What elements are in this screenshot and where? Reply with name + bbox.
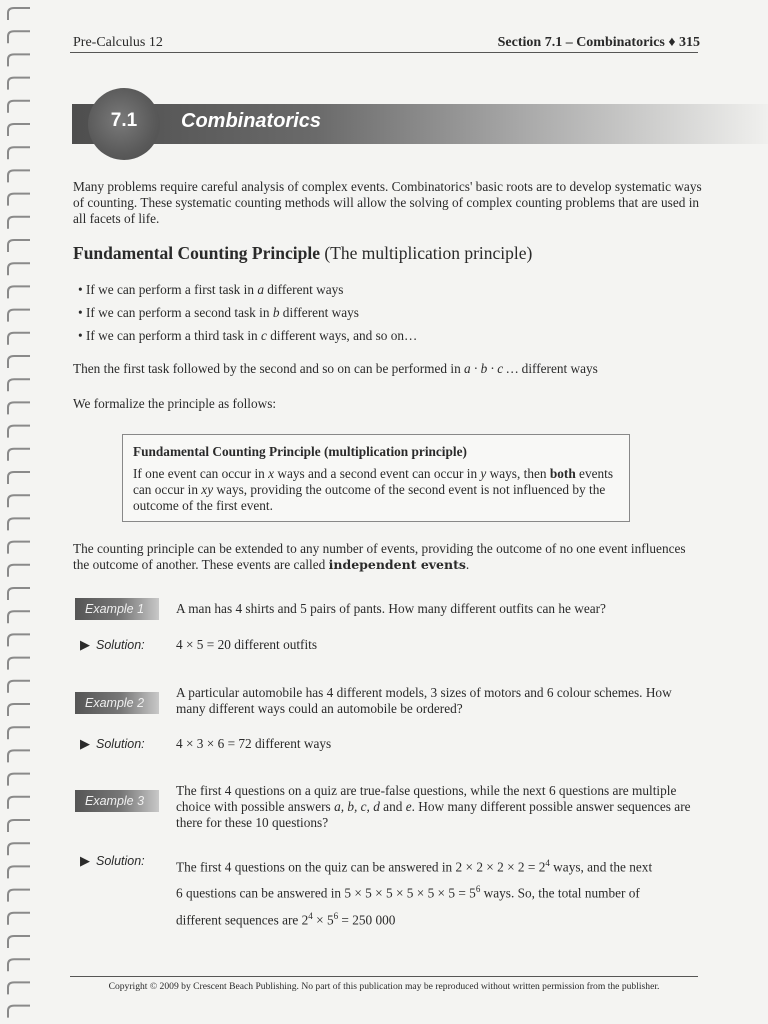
answer-choices: a, b, c, d <box>334 799 380 814</box>
solution-label-text: Solution: <box>96 638 145 652</box>
solution-label-text: Solution: <box>96 737 145 751</box>
question-text: and <box>379 799 406 814</box>
example-2-solution-label <box>80 736 145 752</box>
play-triangle-icon: ▶ <box>80 853 90 868</box>
box-text: events can occur in <box>133 466 614 497</box>
extension-paragraph <box>73 541 705 573</box>
formalize-statement: We formalize the principle as follows: <box>73 396 277 411</box>
example-1-label: Example 1 <box>75 598 159 620</box>
example-2-solution: 4 × 3 × 6 = 72 different ways <box>176 736 332 751</box>
then-text-end: different ways <box>518 361 598 376</box>
example-3-label: Example 3 <box>75 790 159 812</box>
footer-divider <box>70 976 698 977</box>
box-bold-both: both <box>549 466 576 481</box>
section-title: Section 7.1 – Combinatorics ♦ 315 <box>497 35 700 50</box>
play-triangle-icon: ▶ <box>80 637 90 652</box>
course-name: Pre-Calculus 12 <box>73 35 163 50</box>
example-3-solution-label <box>80 853 145 869</box>
then-text: Then the first task followed by the second and so on can be performed in <box>73 361 465 376</box>
independent-events-term: independent events <box>328 557 466 572</box>
fcp-heading <box>73 243 532 264</box>
box-var-x: x <box>268 466 275 481</box>
example-1-solution: 4 × 5 = 20 different outfits <box>176 637 318 652</box>
solution-text: The first 4 questions on the quiz can be answered in 2 × 2 × 2 × 2 = 2 <box>176 859 546 875</box>
then-expression: a · b · c … <box>464 361 519 376</box>
box-var-xy: xy <box>201 482 214 497</box>
box-var-y: y <box>480 466 487 481</box>
example-2-question: A particular automobile has 4 different models, 3 sizes of motors and 6 colour schemes. How many different ways could an automobile be ordered? <box>176 685 672 716</box>
solution-text: different sequences are 2 <box>176 912 309 928</box>
solution-line-3 <box>176 905 696 931</box>
exponent: 6 <box>333 910 339 921</box>
question-text: . How many different possible answer sequences are there for these 10 questions? <box>176 799 691 830</box>
bullet-text: different ways <box>263 282 344 297</box>
principle-box-body <box>133 466 625 514</box>
section-banner-title: Combinatorics <box>181 110 322 132</box>
bullet-text: If we can perform a second task in <box>85 305 273 320</box>
copyright-footer: Copyright © 2009 by Crescent Beach Publishing. No part of this publication may be reproduced without written permission from the publisher. <box>108 981 660 992</box>
solution-text: × 5 <box>312 912 334 928</box>
task-bullet-list <box>78 282 678 351</box>
bullet-text: If we can perform a third task in <box>85 328 261 343</box>
example-3-solution <box>176 852 696 931</box>
box-text: ways, then <box>486 466 550 481</box>
bullet-variable: b <box>272 305 280 320</box>
box-text: ways and a second event can occur in <box>274 466 481 481</box>
fcp-heading-bold: Fundamental Counting Principle <box>73 243 320 263</box>
solution-text: = 250 000 <box>338 912 396 928</box>
then-statement <box>73 361 598 377</box>
section-banner <box>72 104 768 144</box>
solution-line-2 <box>176 878 696 904</box>
principle-box-title: Fundamental Counting Principle (multiplication principle) <box>133 444 467 459</box>
solution-text: 6 questions can be answered in 5 × 5 × 5 × 5 × 5 × 5 = 5 <box>176 885 476 901</box>
list-item <box>78 305 678 328</box>
play-triangle-icon: ▶ <box>80 736 90 751</box>
exponent: 4 <box>308 910 313 921</box>
example-1-solution-label <box>80 637 145 653</box>
fcp-heading-rest: (The multiplication principle) <box>319 243 533 263</box>
extension-end: . <box>465 557 470 572</box>
example-3-question <box>176 783 696 831</box>
bullet-text: different ways, and so on… <box>266 328 418 343</box>
header-divider <box>70 52 698 53</box>
box-text: ways, providing the outcome of the second event is not influenced by the outcome of the first event. <box>133 482 606 513</box>
answer-choice-e: e <box>405 799 412 814</box>
solution-text: ways, and the next <box>549 859 653 875</box>
example-1-question: A man has 4 shirts and 5 pairs of pants. How many different outfits can he wear? <box>176 601 606 616</box>
list-item <box>78 328 678 351</box>
solution-text: ways. So, the total number of <box>480 885 640 901</box>
exponent: 4 <box>545 858 550 868</box>
bullet-variable: c <box>261 328 267 343</box>
list-item <box>78 282 678 305</box>
intro-paragraph: Many problems require careful analysis of complex events. Combinatorics' basic roots are to develop systematic ways of counting. These systematic counting methods will allow the solving of complex counting problems that are used in all facets of life. <box>73 179 702 226</box>
extension-text: The counting principle can be extended to any number of events, providing the outcome of no one event influences the outcome of another. These events are called <box>73 541 686 572</box>
section-number: 7.1 <box>110 110 138 131</box>
box-text: If one event can occur in <box>133 466 269 481</box>
bullet-variable: a <box>257 282 264 297</box>
example-2-label: Example 2 <box>75 692 159 714</box>
question-text: The first 4 questions on a quiz are true-false questions, while the next 6 questions are multiple choice with possible answers <box>176 783 677 814</box>
solution-label-text: Solution: <box>96 854 145 868</box>
bullet-text: If we can perform a first task in <box>85 282 258 297</box>
exponent: 6 <box>475 884 481 895</box>
bullet-text: different ways <box>279 305 359 320</box>
solution-line-1 <box>176 852 696 878</box>
